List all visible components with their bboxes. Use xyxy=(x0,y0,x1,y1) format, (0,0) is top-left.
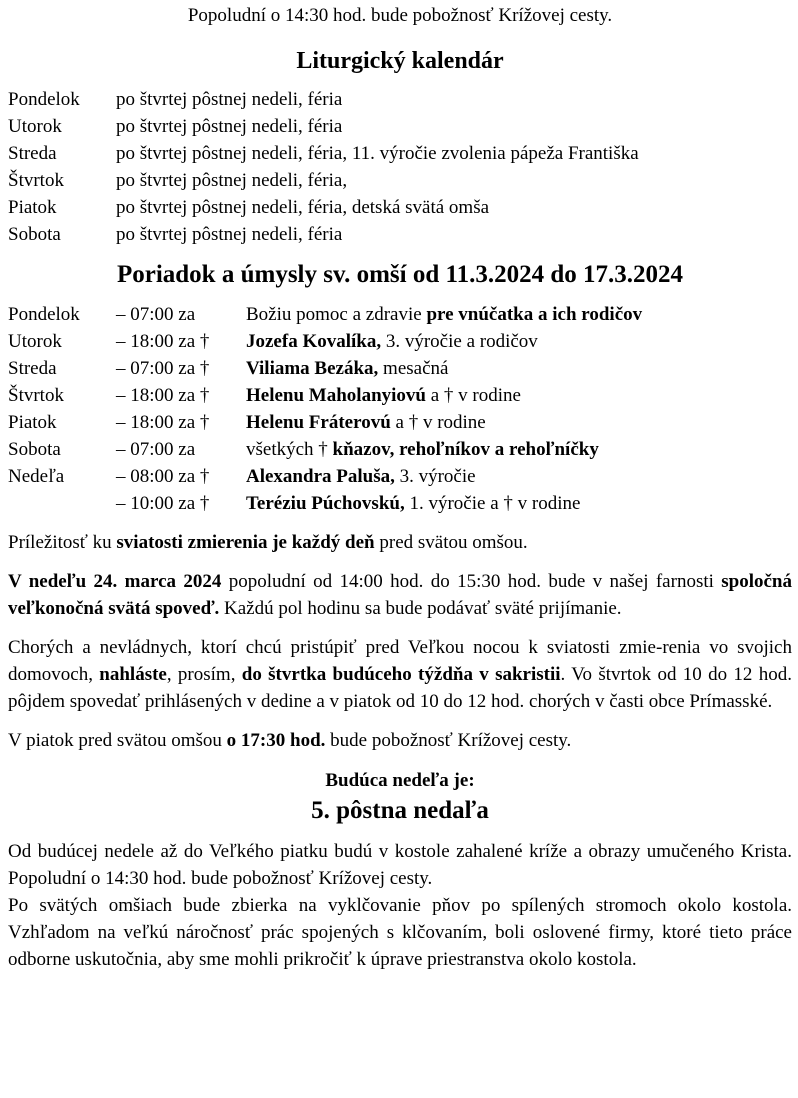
intention-bold: Helenu Maholanyiovú xyxy=(246,385,426,406)
confession-text: Príležitosť ku xyxy=(8,532,117,553)
intention-text: a † v rodine xyxy=(426,385,521,406)
mass-row xyxy=(8,328,792,355)
sick-bold: nahláste xyxy=(99,664,167,685)
closing-paragraph-2: Po svätých omšiach bude zbierka na vyklčovanie pňov po spílených stromoch okolo kostola. Vzhľadom na veľkú náročnosť prác spojených s klčovaním, boli oslovené firmy, ktoré tieto práce odborne uskutočnia, aby sme mohli prikročiť k úprave priestranstva okolo kostola. xyxy=(8,895,792,970)
mass-day: Štvrtok xyxy=(8,385,64,406)
liturgical-calendar-list xyxy=(8,86,792,248)
mass-time: – 18:00 za † xyxy=(116,385,210,406)
confession-text: pred svätou omšou. xyxy=(374,532,528,553)
intention-text: všetkých † xyxy=(246,439,333,460)
mass-day: Pondelok xyxy=(8,304,80,325)
friday-text: bude pobožnosť Krížovej cesty. xyxy=(325,730,572,751)
liturgical-text: po štvrtej pôstnej nedeli, féria, xyxy=(116,170,348,191)
bulletin-page xyxy=(8,0,792,973)
friday-announcement xyxy=(8,727,792,754)
intention-bold: Alexandra Paluša, xyxy=(246,466,395,487)
mass-intention xyxy=(246,490,792,517)
mass-time: – 07:00 za xyxy=(116,304,196,325)
weekday: Utorok xyxy=(8,116,62,137)
mass-intention xyxy=(246,436,792,463)
mass-schedule-list xyxy=(8,301,792,517)
mass-row xyxy=(8,436,792,463)
sick-text: . Vo štvrtok od 10 do 12 hod. pôjdem spovedať prihlásených v dedine a v piatok od 10 do 12 hod. chorých v časti obce Prímasské. xyxy=(8,664,792,712)
mass-time: – 18:00 za † xyxy=(116,331,210,352)
liturgical-row xyxy=(8,167,792,194)
sick-confession-announcement xyxy=(8,634,792,715)
easter-confession-text: Každú pol hodinu sa bude podávať sväté prijímanie. xyxy=(219,598,622,619)
intention-text: Božiu pomoc a zdravie xyxy=(246,304,427,325)
mass-intention xyxy=(246,409,792,436)
mass-day: Nedeľa xyxy=(8,466,65,487)
next-sunday-name: 5. pôstna nedaľa xyxy=(311,797,489,824)
mass-day xyxy=(8,490,116,517)
mass-schedule-title: Poriadok a úmysly sv. omší od 11.3.2024 do 17.3.2024 xyxy=(116,261,684,288)
intention-text: 3. výročie xyxy=(394,466,476,487)
intention-bold: pre vnúčatka a ich rodičov xyxy=(426,304,643,325)
easter-confession-bold: spoločná veľkonočná svätá spoveď. xyxy=(8,571,792,619)
intention-bold: Helenu Fráterovú xyxy=(246,412,391,433)
mass-time: – 10:00 za † xyxy=(116,493,210,514)
weekday: Streda xyxy=(8,143,57,164)
mass-row xyxy=(8,355,792,382)
next-sunday-label: Budúca nedeľa je: xyxy=(325,770,475,791)
liturgical-calendar-title: Liturgický kalendár xyxy=(296,48,504,74)
mass-intention xyxy=(246,301,792,328)
confession-bold: sviatosti zmierenia je každý deň xyxy=(116,532,375,553)
friday-bold: o 17:30 hod. xyxy=(226,730,326,751)
sick-text: Chorých a nevládnych, ktorí chcú pristúpiť pred Veľkou nocou k sviatosti zmie-renia vo svojich domovoch, xyxy=(8,637,792,685)
sick-text: , prosím, xyxy=(166,664,242,685)
mass-day: Sobota xyxy=(8,439,61,460)
weekday: Piatok xyxy=(8,197,57,218)
mass-day: Streda xyxy=(8,358,57,379)
easter-confession-announcement xyxy=(8,568,792,622)
intention-bold: Teréziu Púchovskú, xyxy=(246,493,405,514)
mass-row xyxy=(8,463,792,490)
mass-row xyxy=(8,490,792,517)
closing-paragraph-1: Od budúcej nedele až do Veľkého piatku budú v kostole zahalené kríže a obrazy umučeného Krista. Popoludní o 14:30 hod. bude pobožnosť Krížovej cesty. xyxy=(8,841,792,889)
mass-row xyxy=(8,382,792,409)
weekday: Sobota xyxy=(8,224,61,245)
liturgical-text: po štvrtej pôstnej nedeli, féria xyxy=(116,116,343,137)
mass-time: – 18:00 za † xyxy=(116,412,210,433)
liturgical-row xyxy=(8,86,792,113)
intention-bold: Jozefa Kovalíka, xyxy=(246,331,382,352)
liturgical-text: po štvrtej pôstnej nedeli, féria xyxy=(116,89,343,110)
mass-intention xyxy=(246,355,792,382)
sick-bold: do štvrtka budúceho týždňa v sakristii xyxy=(241,664,561,685)
mass-row xyxy=(8,409,792,436)
mass-intention xyxy=(246,463,792,490)
intention-bold: kňazov, rehoľníkov a rehoľníčky xyxy=(332,439,599,460)
intention-text: 1. výročie a † v rodine xyxy=(404,493,581,514)
liturgical-text: po štvrtej pôstnej nedeli, féria xyxy=(116,224,343,245)
liturgical-text: po štvrtej pôstnej nedeli, féria, detská svätá omša xyxy=(116,197,490,218)
weekday: Pondelok xyxy=(8,89,80,110)
liturgical-text: po štvrtej pôstnej nedeli, féria, 11. výročie zvolenia pápeža Františka xyxy=(116,143,639,164)
liturgical-row xyxy=(8,194,792,221)
intention-text: a † v rodine xyxy=(390,412,486,433)
easter-confession-text: popoludní od 14:00 hod. do 15:30 hod. bude v našej farnosti xyxy=(221,571,722,592)
friday-text: V piatok pred svätou omšou xyxy=(8,730,227,751)
top-note: Popoludní o 14:30 hod. bude pobožnosť Krížovej cesty. xyxy=(187,5,613,26)
intention-bold: Viliama Bezáka, xyxy=(246,358,379,379)
mass-intention xyxy=(246,328,792,355)
mass-day: Utorok xyxy=(8,331,62,352)
liturgical-row xyxy=(8,113,792,140)
mass-time: – 07:00 za xyxy=(116,439,196,460)
mass-time: – 07:00 za † xyxy=(116,358,210,379)
weekday: Štvrtok xyxy=(8,170,64,191)
liturgical-row xyxy=(8,140,792,167)
intention-text: mesačná xyxy=(378,358,449,379)
mass-time: – 08:00 za † xyxy=(116,466,210,487)
confession-announcement xyxy=(8,529,792,556)
easter-confession-date: V nedeľu 24. marca 2024 xyxy=(8,571,222,592)
mass-intention xyxy=(246,382,792,409)
liturgical-row xyxy=(8,221,792,248)
intention-text: 3. výročie a rodičov xyxy=(381,331,538,352)
mass-day: Piatok xyxy=(8,412,57,433)
mass-row xyxy=(8,301,792,328)
